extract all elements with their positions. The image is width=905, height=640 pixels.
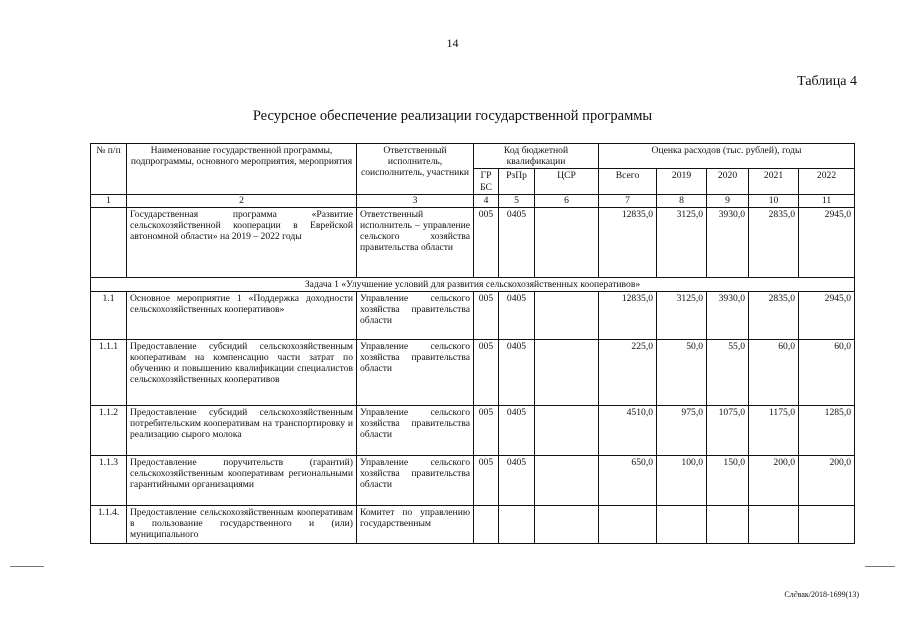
row-2020: 55,0 [707,339,749,405]
col-number: 9 [707,194,749,207]
task-title: Задача 1 «Улучшение условий для развития сельскохозяйственных кооперативов» [91,277,855,291]
row-rzpr: 0405 [499,291,535,339]
row-num: 1.1.2 [91,405,127,455]
table-row [91,405,855,455]
row-2021: 200,0 [749,455,799,505]
header-resp: Ответственный исполнитель, соисполнитель, участники [357,144,474,195]
row-csr [535,505,599,543]
row-num: 1.1.1 [91,339,127,405]
row-2020 [707,505,749,543]
header-budget-code: Код бюджетной квалификации [474,144,599,169]
table-row [91,291,855,339]
scan-mark-left [10,566,44,567]
table-row [91,207,855,277]
row-2019: 50,0 [657,339,707,405]
task-row [91,277,855,291]
row-2022: 60,0 [799,339,855,405]
row-2021 [749,505,799,543]
table-row [91,505,855,543]
row-2019 [657,505,707,543]
col-number: 8 [657,194,707,207]
table-row [91,339,855,405]
col-number: 4 [474,194,499,207]
row-total: 12835,0 [599,207,657,277]
row-rzpr: 0405 [499,339,535,405]
row-num: 1.1 [91,291,127,339]
row-2019: 3125,0 [657,291,707,339]
row-2021: 60,0 [749,339,799,405]
row-grbs: 005 [474,207,499,277]
row-2020: 1075,0 [707,405,749,455]
col-number: 5 [499,194,535,207]
header-2022: 2022 [799,169,855,194]
row-grbs: 005 [474,291,499,339]
col-number: 1 [91,194,127,207]
row-2022 [799,505,855,543]
row-rzpr: 0405 [499,207,535,277]
row-2021: 2835,0 [749,291,799,339]
col-number: 6 [535,194,599,207]
row-total: 225,0 [599,339,657,405]
document-title: Ресурсное обеспечение реализации государственной программы [252,108,653,124]
row-2020: 150,0 [707,455,749,505]
header-row-1 [91,144,855,169]
row-name: Предоставление сельскохозяйственным кооперативам в пользование государственного и (или) муниципального [127,505,357,543]
resource-table [90,143,855,544]
footer-code: Сл∂вак/2018-1699(13) [784,590,859,599]
row-2022: 2945,0 [799,207,855,277]
row-resp: Ответственный исполнитель – управление сельского хозяйства правительства области [357,207,474,277]
row-grbs [474,505,499,543]
row-name: Предоставление субсидий сельскохозяйственным потребительским кооперативам на транспортировку и реализацию сырого молока [127,405,357,455]
row-total: 12835,0 [599,291,657,339]
col-number: 7 [599,194,657,207]
row-name: Государственная программа «Развитие сельскохозяйственной кооперации в Еврейской автономной области» на 2019 – 2022 годы [127,207,357,277]
row-2021: 2835,0 [749,207,799,277]
row-2020: 3930,0 [707,207,749,277]
row-2020: 3930,0 [707,291,749,339]
row-csr [535,291,599,339]
header-name: Наименование государственной программы, подпрограммы, основного мероприятия, мероприятия [127,144,357,195]
row-csr [535,455,599,505]
row-num [91,207,127,277]
header-2019: 2019 [657,169,707,194]
row-2019: 3125,0 [657,207,707,277]
header-csr: ЦСР [535,169,599,194]
row-csr [535,405,599,455]
row-num: 1.1.3 [91,455,127,505]
header-2020: 2020 [707,169,749,194]
header-costs: Оценка расходов (тыс. рублей), годы [599,144,855,169]
header-rzpr: РзПр [499,169,535,194]
header-num: № п/п [91,144,127,195]
row-2021: 1175,0 [749,405,799,455]
row-2022: 2945,0 [799,291,855,339]
row-name: Предоставление субсидий сельскохозяйственным кооперативам на компенсацию части затрат по обучению и повышению квалификации специалистов сельскохозяйственных кооперативов [127,339,357,405]
col-number: 11 [799,194,855,207]
row-total [599,505,657,543]
row-name: Предоставление поручительств (гарантий) сельскохозяйственным кооперативам региональными гарантийными организациями [127,455,357,505]
table-label: Таблица 4 [797,74,857,89]
row-grbs: 005 [474,405,499,455]
column-number-row [91,194,855,207]
row-2022: 1285,0 [799,405,855,455]
row-total: 650,0 [599,455,657,505]
row-rzpr: 0405 [499,455,535,505]
row-2019: 100,0 [657,455,707,505]
row-resp: Управление сельского хозяйства правительства области [357,405,474,455]
row-rzpr: 0405 [499,405,535,455]
col-number: 10 [749,194,799,207]
scan-mark-right [865,566,895,567]
row-2019: 975,0 [657,405,707,455]
row-csr [535,207,599,277]
row-resp: Комитет по управлению государственным [357,505,474,543]
page-number: 14 [446,36,459,50]
header-2021: 2021 [749,169,799,194]
col-number: 2 [127,194,357,207]
header-total: Всего [599,169,657,194]
row-rzpr [499,505,535,543]
row-csr [535,339,599,405]
row-total: 4510,0 [599,405,657,455]
row-name: Основное мероприятие 1 «Поддержка доходности сельскохозяйственных кооперативов» [127,291,357,339]
header-grbs: ГР БС [474,169,499,194]
row-grbs: 005 [474,339,499,405]
table-row [91,455,855,505]
row-2022: 200,0 [799,455,855,505]
row-num: 1.1.4. [91,505,127,543]
col-number: 3 [357,194,474,207]
row-resp: Управление сельского хозяйства правительства области [357,291,474,339]
row-resp: Управление сельского хозяйства правительства области [357,455,474,505]
row-resp: Управление сельского хозяйства правительства области [357,339,474,405]
row-grbs: 005 [474,455,499,505]
